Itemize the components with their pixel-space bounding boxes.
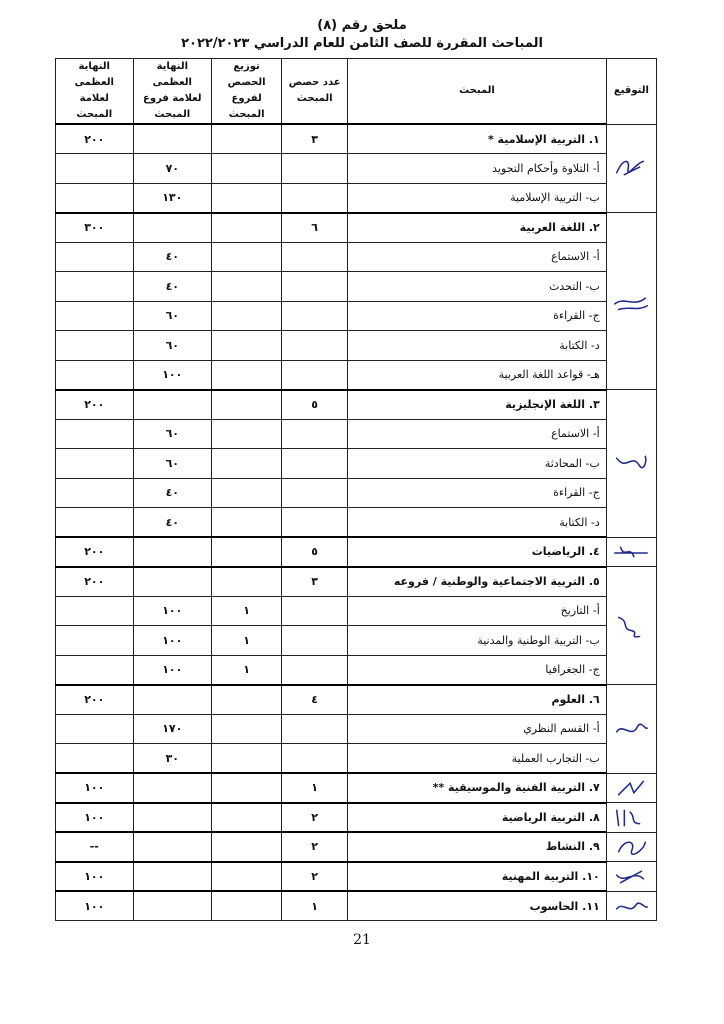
signature-cell <box>606 537 656 567</box>
handwritten-signature <box>611 611 651 641</box>
max-grade-cell: ٢٠٠ <box>56 390 134 420</box>
branch-max-cell <box>133 862 212 892</box>
max-grade-cell <box>56 744 134 774</box>
subject-cell: ب- التربية الإسلامية <box>348 183 607 213</box>
signature-cell <box>606 567 656 685</box>
handwritten-signature <box>611 537 651 567</box>
branch-max-cell: ٣٠ <box>133 744 212 774</box>
periods-cell <box>282 331 348 361</box>
table-row <box>56 714 657 744</box>
periods-cell <box>282 596 348 626</box>
max-grade-cell <box>56 655 134 685</box>
branch-max-cell <box>133 567 212 597</box>
table-row <box>56 596 657 626</box>
branch-max-cell: ١٧٠ <box>133 714 212 744</box>
handwritten-signature <box>611 891 651 921</box>
page-title: ملحق رقم (٨) <box>317 18 407 33</box>
header-distribution: توزيع الحصص لفروع المبحث <box>212 59 282 125</box>
header-signature: التوقيع <box>606 59 656 125</box>
distribution-cell <box>212 242 282 272</box>
table-row <box>56 331 657 361</box>
max-grade-cell <box>56 714 134 744</box>
distribution-cell: ١ <box>212 655 282 685</box>
max-grade-cell <box>56 154 134 184</box>
table-row <box>56 832 657 862</box>
branch-max-cell: ٤٠ <box>133 242 212 272</box>
periods-cell: ١ <box>282 891 348 921</box>
branch-max-cell <box>133 803 212 833</box>
branch-max-cell: ٧٠ <box>133 154 212 184</box>
distribution-cell <box>212 685 282 715</box>
distribution-cell <box>212 714 282 744</box>
distribution-cell <box>212 213 282 243</box>
table-row <box>56 449 657 479</box>
max-grade-cell <box>56 301 134 331</box>
signature-cell <box>606 124 656 213</box>
branch-max-cell: ٤٠ <box>133 478 212 508</box>
handwritten-signature <box>611 803 651 833</box>
handwritten-signature <box>611 862 651 892</box>
periods-cell: ٣ <box>282 567 348 597</box>
subject-cell: ب- التحدث <box>348 272 607 302</box>
subject-cell: ٦. العلوم <box>348 685 607 715</box>
max-grade-cell <box>56 331 134 361</box>
branch-max-cell: ٦٠ <box>133 331 212 361</box>
table-row <box>56 183 657 213</box>
distribution-cell <box>212 803 282 833</box>
signature-cell <box>606 803 656 833</box>
periods-cell: ٣ <box>282 124 348 154</box>
max-grade-cell <box>56 449 134 479</box>
table-row <box>56 213 657 243</box>
subject-cell: ١٠. التربية المهنية <box>348 862 607 892</box>
subject-cell: د- الكتابة <box>348 331 607 361</box>
max-grade-cell: ١٠٠ <box>56 803 134 833</box>
subject-cell: أ- التاريخ <box>348 596 607 626</box>
max-grade-cell: ١٠٠ <box>56 891 134 921</box>
distribution-cell <box>212 537 282 567</box>
handwritten-signature <box>611 714 651 744</box>
subject-cell: ج- القراءة <box>348 478 607 508</box>
table-row <box>56 419 657 449</box>
signature-cell <box>606 685 656 774</box>
subject-cell: أ- القسم النظري <box>348 714 607 744</box>
table-row <box>56 655 657 685</box>
handwritten-signature <box>611 773 651 803</box>
table-row <box>56 360 657 390</box>
table-row <box>56 390 657 420</box>
max-grade-cell: -- <box>56 832 134 862</box>
subject-cell: ج- القراءة <box>348 301 607 331</box>
branch-max-cell <box>133 537 212 567</box>
table-row <box>56 272 657 302</box>
subjects-table <box>55 58 657 921</box>
periods-cell <box>282 449 348 479</box>
distribution-cell <box>212 773 282 803</box>
subject-cell: ٧. التربية الفنية والموسيقية ** <box>348 773 607 803</box>
subject-cell: ب- التربية الوطنية والمدنية <box>348 626 607 656</box>
subject-cell: ٢. اللغة العربية <box>348 213 607 243</box>
periods-cell <box>282 508 348 538</box>
header-max-grade: النهاية العظمى لعلامة المبحث <box>56 59 134 125</box>
periods-cell: ٢ <box>282 803 348 833</box>
handwritten-signature <box>611 286 651 316</box>
max-grade-cell: ٢٠٠ <box>56 537 134 567</box>
max-grade-cell <box>56 626 134 656</box>
max-grade-cell <box>56 419 134 449</box>
subject-cell: أ- الاستماع <box>348 419 607 449</box>
distribution-cell <box>212 419 282 449</box>
distribution-cell <box>212 272 282 302</box>
distribution-cell <box>212 891 282 921</box>
table-row <box>56 478 657 508</box>
periods-cell: ٦ <box>282 213 348 243</box>
table-row <box>56 626 657 656</box>
periods-cell: ٤ <box>282 685 348 715</box>
page-subtitle: المباحث المقررة للصف الثامن للعام الدراسي ٢٠٢٢/٢٠٢٣ <box>181 36 543 51</box>
branch-max-cell <box>133 685 212 715</box>
table-row <box>56 773 657 803</box>
periods-cell: ٢ <box>282 832 348 862</box>
branch-max-cell: ٦٠ <box>133 301 212 331</box>
max-grade-cell <box>56 508 134 538</box>
max-grade-cell <box>56 242 134 272</box>
periods-cell: ٢ <box>282 862 348 892</box>
table-row <box>56 891 657 921</box>
periods-cell <box>282 183 348 213</box>
branch-max-cell: ١٠٠ <box>133 655 212 685</box>
header-periods: عدد حصص المبحث <box>282 59 348 125</box>
branch-max-cell: ١٣٠ <box>133 183 212 213</box>
branch-max-cell <box>133 891 212 921</box>
branch-max-cell: ٤٠ <box>133 272 212 302</box>
table-row <box>56 508 657 538</box>
periods-cell <box>282 626 348 656</box>
header-subject: المبحث <box>348 59 607 125</box>
periods-cell: ٥ <box>282 537 348 567</box>
subject-cell: ١١. الحاسوب <box>348 891 607 921</box>
table-row <box>56 803 657 833</box>
branch-max-cell <box>133 773 212 803</box>
max-grade-cell: ٢٠٠ <box>56 124 134 154</box>
subject-cell: هـ- قواعد اللغة العربية <box>348 360 607 390</box>
distribution-cell <box>212 862 282 892</box>
distribution-cell <box>212 331 282 361</box>
subject-cell: أ- التلاوة وأحكام التجويد <box>348 154 607 184</box>
table-header-row <box>56 59 657 125</box>
max-grade-cell <box>56 272 134 302</box>
subject-cell: د- الكتابة <box>348 508 607 538</box>
table-row <box>56 685 657 715</box>
periods-cell <box>282 714 348 744</box>
subject-cell: ٥. التربية الاجتماعية والوطنية / فروعه <box>348 567 607 597</box>
periods-cell <box>282 360 348 390</box>
branch-max-cell <box>133 832 212 862</box>
table-row <box>56 862 657 892</box>
max-grade-cell <box>56 478 134 508</box>
subject-cell: ٨. التربية الرياضية <box>348 803 607 833</box>
max-grade-cell <box>56 360 134 390</box>
max-grade-cell <box>56 596 134 626</box>
periods-cell <box>282 301 348 331</box>
distribution-cell <box>212 154 282 184</box>
distribution-cell <box>212 832 282 862</box>
max-grade-cell: ٢٠٠ <box>56 685 134 715</box>
table-body <box>56 124 657 921</box>
periods-cell <box>282 272 348 302</box>
page-number: 21 <box>353 932 371 948</box>
signature-cell <box>606 773 656 803</box>
distribution-cell <box>212 183 282 213</box>
signature-cell <box>606 891 656 921</box>
distribution-cell <box>212 508 282 538</box>
branch-max-cell: ١٠٠ <box>133 626 212 656</box>
periods-cell <box>282 419 348 449</box>
distribution-cell: ١ <box>212 596 282 626</box>
table-row <box>56 124 657 154</box>
periods-cell <box>282 242 348 272</box>
periods-cell <box>282 744 348 774</box>
handwritten-signature <box>611 153 651 183</box>
branch-max-cell: ٤٠ <box>133 508 212 538</box>
header-branch-max: النهاية العظمى لعلامة فروع المبحث <box>133 59 212 125</box>
signature-cell <box>606 390 656 538</box>
signature-cell <box>606 862 656 892</box>
handwritten-signature <box>611 832 651 862</box>
subject-cell: أ- الاستماع <box>348 242 607 272</box>
periods-cell <box>282 154 348 184</box>
distribution-cell <box>212 478 282 508</box>
distribution-cell <box>212 124 282 154</box>
table-row <box>56 537 657 567</box>
distribution-cell <box>212 744 282 774</box>
table-row <box>56 242 657 272</box>
distribution-cell: ١ <box>212 626 282 656</box>
subject-cell: ٩. النشاط <box>348 832 607 862</box>
table-row <box>56 301 657 331</box>
branch-max-cell <box>133 213 212 243</box>
periods-cell <box>282 478 348 508</box>
subject-cell: ب- المحادثة <box>348 449 607 479</box>
branch-max-cell <box>133 124 212 154</box>
branch-max-cell <box>133 390 212 420</box>
subject-cell: ٤. الرياضيات <box>348 537 607 567</box>
distribution-cell <box>212 449 282 479</box>
distribution-cell <box>212 390 282 420</box>
subject-cell: ١. التربية الإسلامية * <box>348 124 607 154</box>
subject-cell: ب- التجارب العملية <box>348 744 607 774</box>
signature-cell <box>606 213 656 390</box>
max-grade-cell <box>56 183 134 213</box>
subject-cell: ٣. اللغة الإنجليزية <box>348 390 607 420</box>
max-grade-cell: ١٠٠ <box>56 862 134 892</box>
branch-max-cell: ١٠٠ <box>133 596 212 626</box>
table-row <box>56 744 657 774</box>
table-row <box>56 567 657 597</box>
table-row <box>56 154 657 184</box>
periods-cell <box>282 655 348 685</box>
periods-cell: ٥ <box>282 390 348 420</box>
max-grade-cell: ٣٠٠ <box>56 213 134 243</box>
distribution-cell <box>212 360 282 390</box>
branch-max-cell: ٦٠ <box>133 449 212 479</box>
max-grade-cell: ١٠٠ <box>56 773 134 803</box>
distribution-cell <box>212 567 282 597</box>
subject-cell: ج- الجغرافيا <box>348 655 607 685</box>
distribution-cell <box>212 301 282 331</box>
periods-cell: ١ <box>282 773 348 803</box>
max-grade-cell: ٢٠٠ <box>56 567 134 597</box>
handwritten-signature <box>611 448 651 478</box>
signature-cell <box>606 832 656 862</box>
branch-max-cell: ١٠٠ <box>133 360 212 390</box>
branch-max-cell: ٦٠ <box>133 419 212 449</box>
